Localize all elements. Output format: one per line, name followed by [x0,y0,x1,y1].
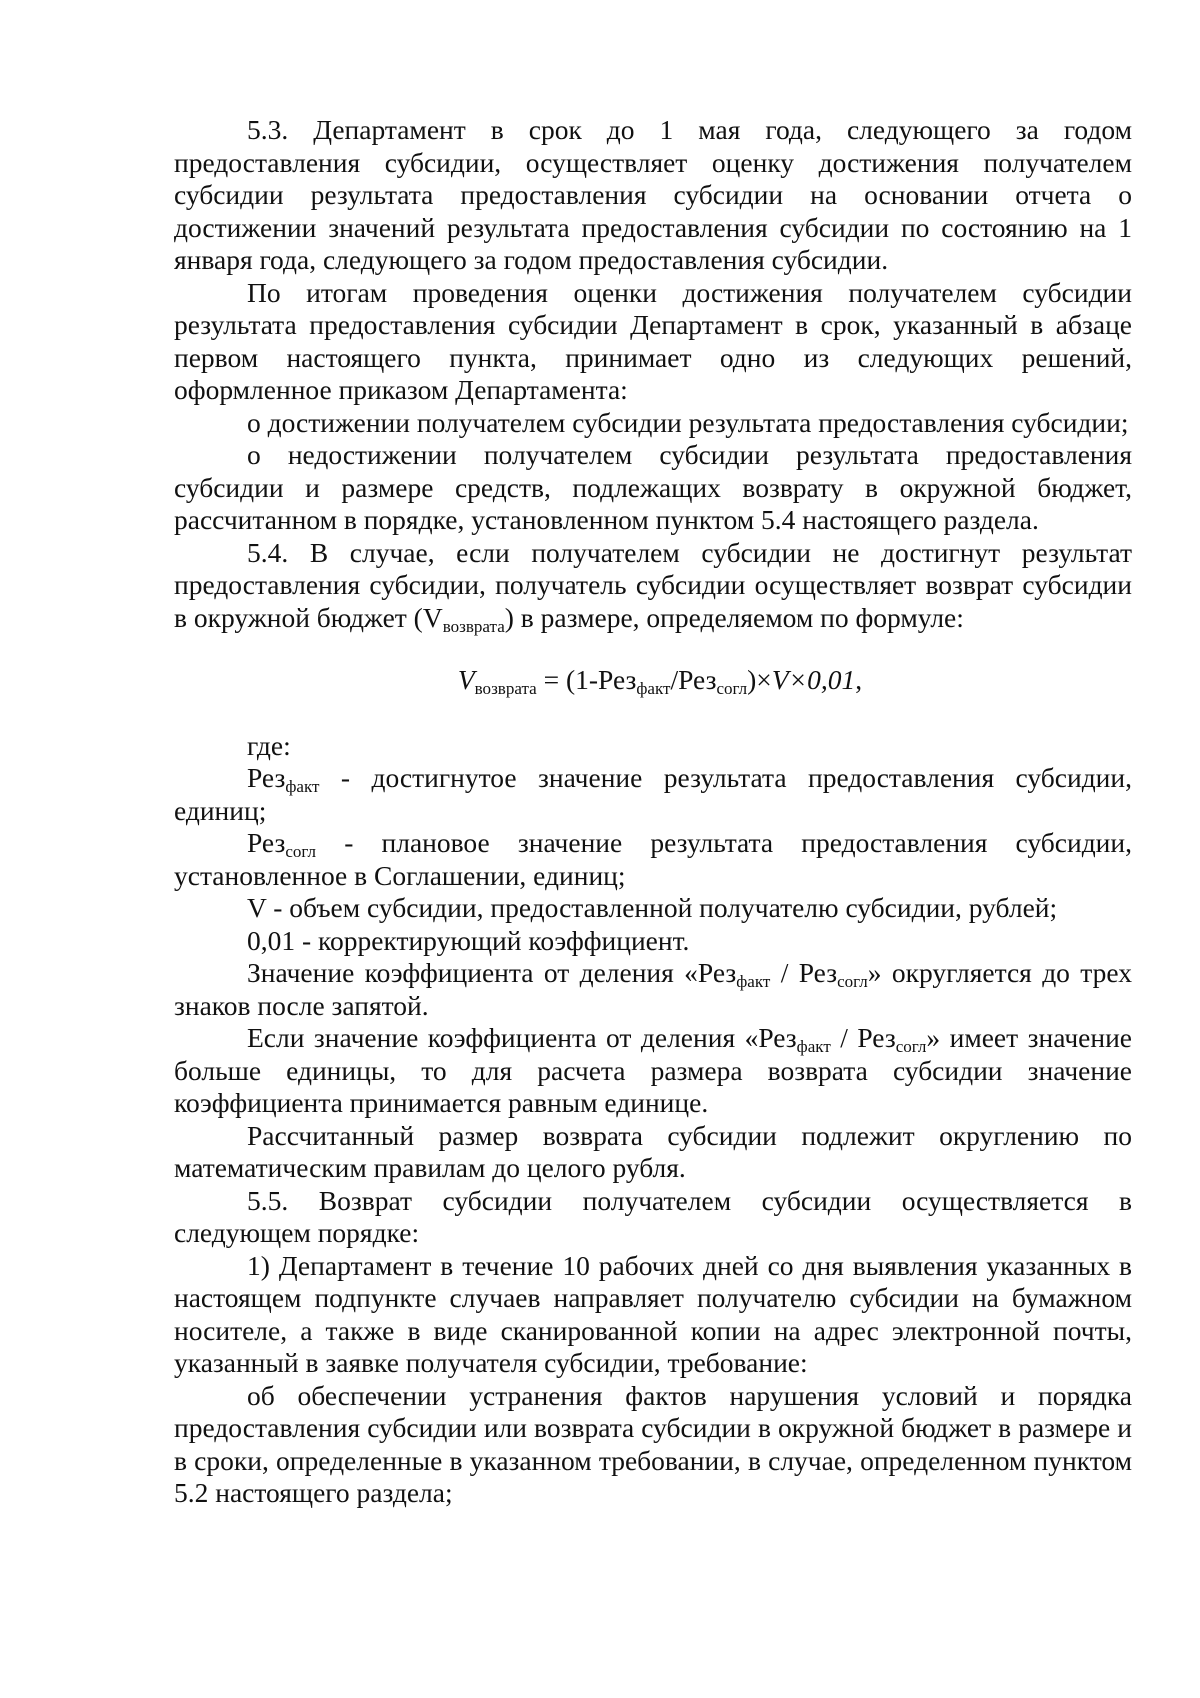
return-formula [174,664,1132,697]
definition-rez-sogl-var: Рез [247,827,286,858]
formula-part-close: )× [747,664,772,695]
definition-rez-sogl [174,827,1132,892]
rule-rounding [174,957,1132,1022]
paragraph-5-4 [174,537,1132,635]
paragraph-5-5-requirement: об обеспечении устранения фактов нарушения условий и порядка предоставления субсидии или возврата субсидии в окружной бюджет в размере и в сроки, определенные в указанном требовании, в случае, определенном пунктом 5.2 настоящего раздела; [174,1379,1132,1508]
formula-sogl-subscript: согл [716,678,748,698]
paragraph-5-4-tail: ) в размере, определяемом по формуле: [504,601,964,633]
paragraph-5-4-text: 5.4. В случае, если получателем субсидии не достигнут результат предоставления субсидии, получатель субсидии осуществляет возврат субсидии в окружной бюджет (V [174,536,1132,633]
formula-fact-subscript: факт [636,678,671,698]
definition-rez-fact-var: Рез [247,762,286,793]
rule-rounding-c: » округляется до трех знаков после запятой. [174,957,1132,1021]
definition-rez-fact-subscript: факт [285,776,320,796]
definition-v: V - объем субсидии, предоставленной получателю субсидии, рублей; [247,892,1058,923]
paragraph-5-5: 5.5. Возврат субсидии получателем субсидии осуществляется в следующем порядке: [174,1184,1132,1248]
definition-coefficient: 0,01 - корректирующий коэффициент. [247,924,690,956]
rule-rouble-rounding: Рассчитанный размер возврата субсидии подлежит округлению по математическим правилам до целого рубля. [174,1119,1132,1183]
rule-rounding-b: / Рез [770,957,838,988]
formula-comma: , [855,664,863,695]
definition-rez-sogl-text: - плановое значение результата предоставления субсидии, установленное в Соглашении, единиц; [174,827,1132,891]
definitions-where: где: [247,729,291,761]
rule-rounding-sub-fact: факт [736,971,771,991]
paragraph-5-3: 5.3. Департамент в срок до 1 мая года, следующего за годом предоставления субсидии, осуществляет оценку достижения получателем субсидии результата предоставления субсидии на основании отчета о достижении значений результата предоставления субсидии по состоянию на 1 января года, следующего за годом предоставления субсидии. [174,114,1132,275]
definition-rez-fact-text: - достигнутое значение результата предоставления субсидии, единиц; [174,762,1132,826]
rule-cap-sub-sogl: согл [895,1036,927,1056]
rule-cap-b: / Рез [830,1022,896,1053]
rule-cap-c: » имеет значение больше единицы, то для расчета размера возврата субсидии значение коэффициента принимается равным единице. [174,1022,1132,1118]
rule-rounding-sub-sogl: согл [837,971,868,991]
formula-v: V [457,664,475,695]
formula-v-subscript: возврата [474,678,537,698]
definition-rez-sogl-subscript: согл [285,841,317,861]
formula-part-slash: /Рез [670,664,717,695]
paragraph-decision-not-achieved: о недостижении получателем субсидии результата предоставления субсидии и размере средств, подлежащих возврату в окружной бюджет, рассчитанном в порядке, установленном пунктом 5.4 настоящего раздела. [174,439,1132,535]
document-page [174,114,1132,1510]
formula-part-tail: V×0,01 [771,664,856,695]
formula-part-open: = (1-Рез [536,664,637,695]
rule-cap-sub-fact: факт [796,1036,831,1056]
paragraph-decision-achieved: о достижении получателем субсидии результата предоставления субсидии; [247,406,1129,438]
paragraph-5-5-item-1: 1) Департамент в течение 10 рабочих дней со дня выявления указанных в настоящем подпункте случаев направляет получателю субсидии на бумажном носителе, а также в виде сканированной копии на адрес электронной почты, указанный в заявке получателя субсидии, требование: [174,1249,1132,1378]
paragraph-5-4-subscript: возврата [442,616,505,636]
rule-cap [174,1022,1132,1120]
paragraph-decisions: По итогам проведения оценки достижения получателем субсидии результата предоставления субсидии Департамент в срок, указанный в абзаце первом настоящего пункта, принимает одно из следующих решений, оформленное приказом Департамента: [174,276,1132,405]
rule-cap-a: Если значение коэффициента от деления «Рез [247,1022,797,1053]
rule-rounding-a: Значение коэффициента от деления «Рез [247,957,737,988]
definition-rez-fact [174,762,1132,827]
